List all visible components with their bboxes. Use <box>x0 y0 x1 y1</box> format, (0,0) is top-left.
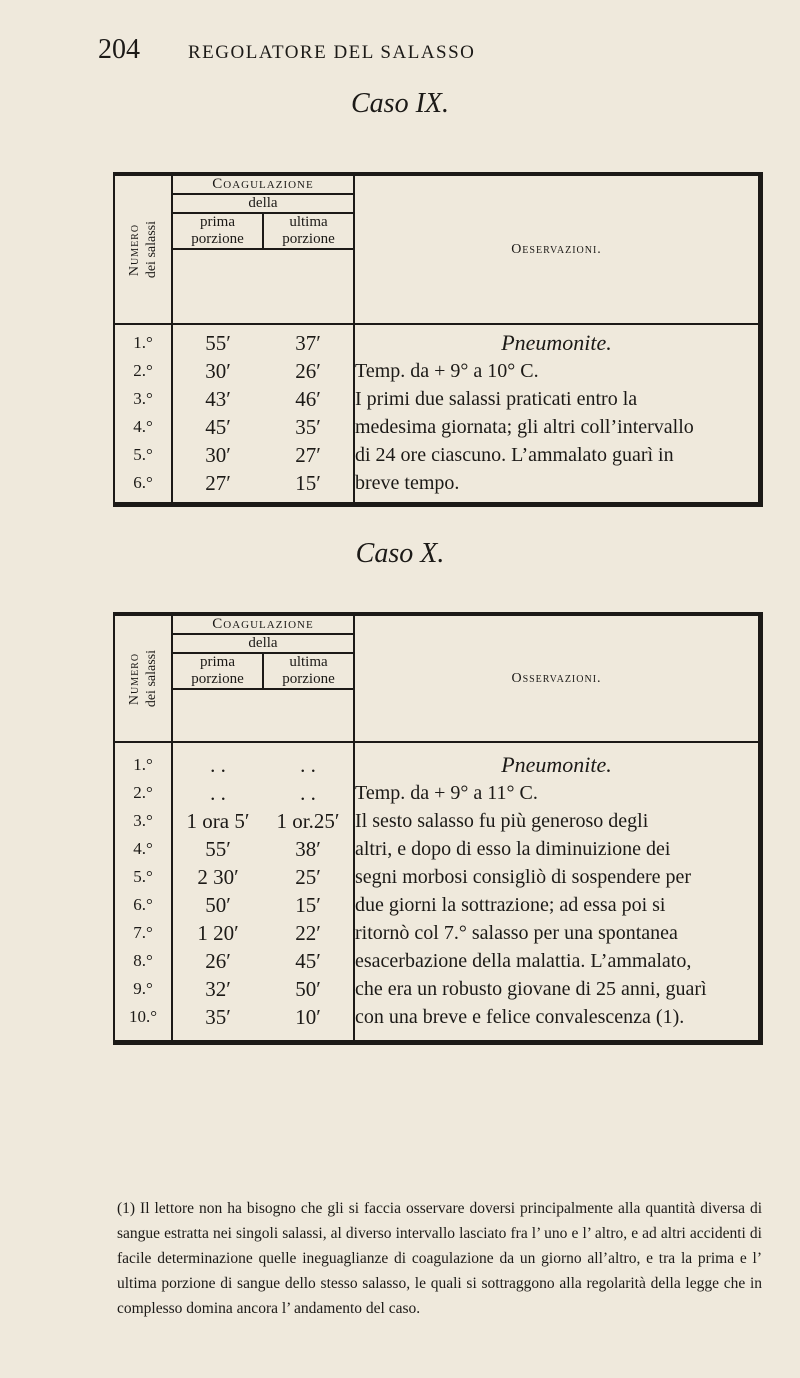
osservazioni-cell: Pneumonite. Temp. da + 9° a 11° C. Il sesto salasso fu più generoso degli altri, e dopo di esso la diminuizione dei segni morbosi consigliò di sospendere per due giorni la sottrazione; ad essa poi si ritornò col 7.° salasso per una spontanea esacerbazione della malattia. L’ammalato, che era un robusto giovane di 25 anni, guarì con una breve e felice convalescenza (1). <box>354 742 761 1042</box>
table-row: 1 20′ 22′ <box>197 921 321 946</box>
table-row: 26′ 45′ <box>205 949 321 974</box>
table-row: 30′ 27′ <box>205 443 321 468</box>
header-ultima: ultima porzione <box>263 653 353 689</box>
page-number: 204 <box>98 34 140 65</box>
header-coagulazione: Coagulazione della prima porzione ultima porzione <box>172 174 354 324</box>
table-row: 2 30′ 25′ <box>197 865 321 890</box>
table-row: 1 ora 5′ 1 or.25′ <box>186 809 340 834</box>
table-row: 27′ 15′ <box>205 471 321 496</box>
numero-column: 1.° 2.° 3.° 4.° 5.° 6.° <box>114 324 172 504</box>
case-title: Caso X. <box>355 538 445 569</box>
table-row: 35′ 10′ <box>205 1005 321 1030</box>
header-numero: Numero dei salassi <box>114 174 172 324</box>
header-osservazioni: Oeservazioni. <box>354 174 761 324</box>
table-row: 50′ 15′ <box>205 893 321 918</box>
numero-column: 1.° 2.° 3.° 4.° 5.° 6.° 7.° 8.° 9.° 10.° <box>114 742 172 1042</box>
page-header <box>98 34 788 74</box>
table-row: 45′ 35′ <box>205 415 321 440</box>
header-numero: Numero dei salassi <box>114 614 172 742</box>
footnote: (1) Il lettore non ha bisogno che gli si faccia osservare doversi principalmente alla quantità diversa di sangue estratta nei singoli salassi, al diverso intervallo lasciato fra l’ uno e l’ altro, e ad altri accidenti di facile determinazione quelle ineguaglianze di coagulazione da un giorno all’altro, e tra la prima e l’ ultima porzione di sangue dello stesso salasso, le quali si sottraggono alla regolarità della legge che in complesso domina ancora l’ andamento del caso. <box>117 1200 762 1317</box>
coagulazione-column <box>172 742 354 1042</box>
table-row: 32′ 50′ <box>205 977 321 1002</box>
obs-title: Pneumonite. <box>501 752 612 778</box>
case-title: Caso IX. <box>351 88 449 119</box>
table-row: . . . . <box>210 753 316 778</box>
header-prima: prima porzione <box>173 653 263 689</box>
osservazioni-cell: Pneumonite. Temp. da + 9° a 10° C. I primi due salassi praticati entro la medesima giornata; gli altri coll’intervallo di 24 ore ciascuno. L’ammalato guarì in breve tempo. <box>354 324 761 504</box>
obs-title: Pneumonite. <box>501 330 612 356</box>
running-head: REGOLATORE DEL SALASSO <box>188 42 476 63</box>
header-osservazioni: Osservazioni. <box>354 614 761 742</box>
table-row: 43′ 46′ <box>205 387 321 412</box>
table-row: 55′ 37′ <box>205 331 321 356</box>
case-table <box>113 172 763 507</box>
table-row: 55′ 38′ <box>205 837 321 862</box>
case-table <box>113 612 763 1045</box>
table-row: 30′ 26′ <box>205 359 321 384</box>
header-ultima: ultima porzione <box>263 213 353 249</box>
header-coagulazione: Coagulazione della prima porzione ultima porzione <box>172 614 354 742</box>
table-row: . . . . <box>210 781 316 806</box>
coagulazione-column <box>172 324 354 504</box>
header-prima: prima porzione <box>173 213 263 249</box>
